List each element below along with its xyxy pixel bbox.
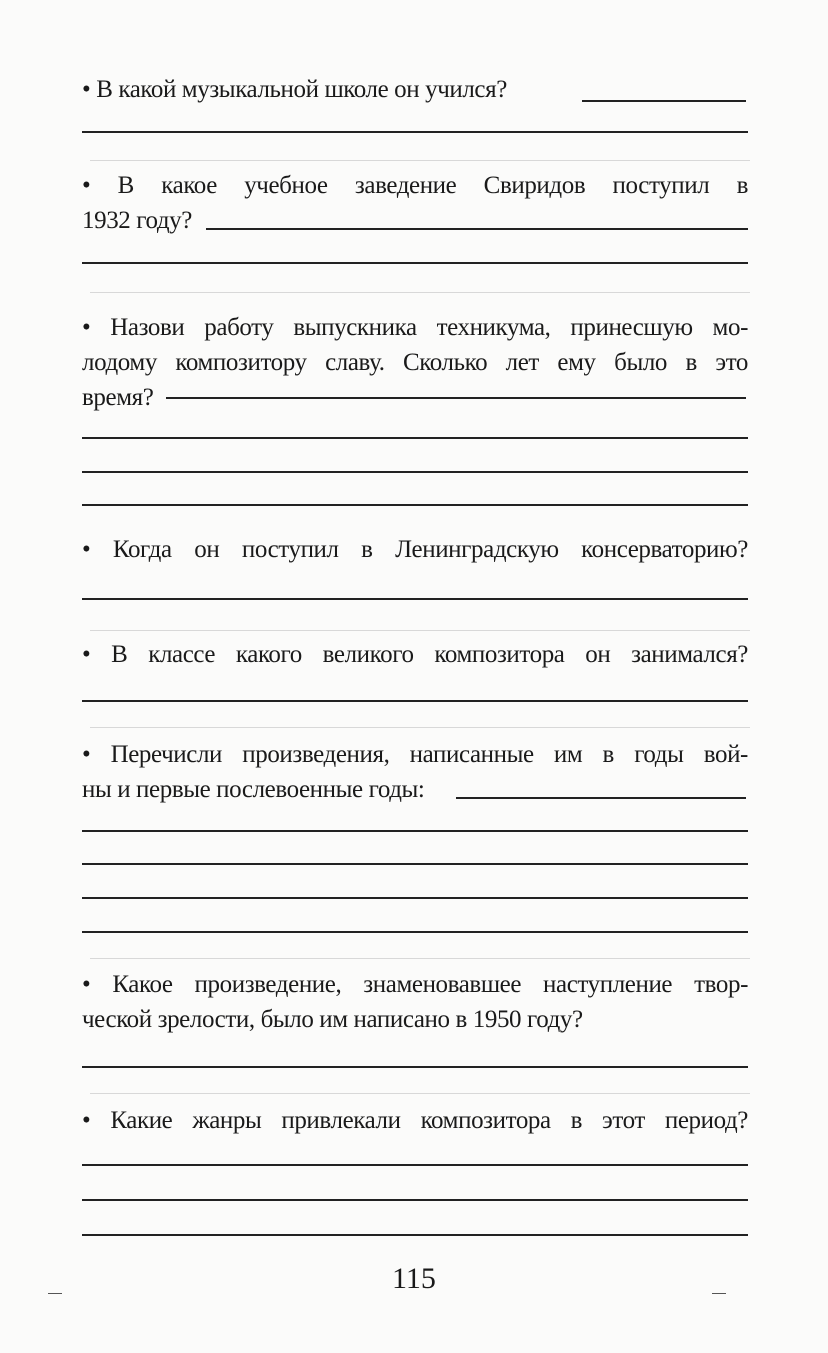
crop-mark bbox=[712, 1293, 726, 1294]
answer-line[interactable] bbox=[82, 931, 748, 933]
question-text: • Какое произведение, знаменовавшее наступление твор- bbox=[82, 971, 748, 998]
bleed-through-line bbox=[90, 630, 750, 631]
question-1 bbox=[82, 72, 582, 107]
answer-line[interactable] bbox=[82, 1199, 748, 1201]
answer-line[interactable] bbox=[82, 262, 748, 264]
page-number: 115 bbox=[392, 1262, 436, 1295]
question-text: ческой зрелости, было им написано в 1950 году? bbox=[82, 1006, 583, 1033]
answer-line[interactable] bbox=[82, 863, 748, 865]
question-5 bbox=[82, 637, 748, 672]
question-text: • Когда он поступил в Ленинградскую консерваторию? bbox=[82, 536, 748, 563]
answer-line[interactable] bbox=[456, 797, 746, 799]
answer-line[interactable] bbox=[82, 471, 748, 473]
answer-line[interactable] bbox=[82, 437, 748, 439]
bleed-through-line bbox=[90, 958, 750, 959]
answer-line[interactable] bbox=[82, 1066, 748, 1068]
question-text: ны и первые послевоенные годы: bbox=[82, 776, 425, 803]
question-text: • Назови работу выпускника техникума, принесшую мо- bbox=[82, 314, 748, 341]
question-8 bbox=[82, 1103, 748, 1138]
question-7 bbox=[82, 967, 748, 1037]
answer-line[interactable] bbox=[82, 830, 748, 832]
answer-line[interactable] bbox=[206, 228, 748, 230]
answer-line[interactable] bbox=[82, 504, 748, 506]
question-text: время? bbox=[82, 384, 154, 411]
question-text: • Перечисли произведения, написанные им в годы вой- bbox=[82, 741, 748, 768]
question-text: лодому композитору славу. Сколько лет ему было в это bbox=[82, 349, 748, 376]
answer-line[interactable] bbox=[82, 700, 748, 702]
answer-line[interactable] bbox=[166, 397, 746, 399]
answer-line[interactable] bbox=[82, 131, 748, 133]
bleed-through-line bbox=[90, 1093, 750, 1094]
question-3 bbox=[82, 310, 748, 415]
answer-line[interactable] bbox=[82, 1234, 748, 1236]
crop-mark bbox=[48, 1293, 62, 1294]
question-text: • В классе какого великого композитора он занимался? bbox=[82, 641, 748, 668]
bleed-through-line bbox=[90, 727, 750, 728]
question-text: 1932 году? bbox=[82, 207, 192, 234]
question-text: • В какое учебное заведение Свиридов поступил в bbox=[82, 172, 748, 199]
question-text: • Какие жанры привлекали композитора в этот период? bbox=[82, 1107, 748, 1134]
answer-line[interactable] bbox=[582, 100, 746, 102]
question-text: • В какой музыкальной школе он учился? bbox=[82, 76, 507, 103]
answer-line[interactable] bbox=[82, 1164, 748, 1166]
question-4 bbox=[82, 532, 748, 567]
answer-line[interactable] bbox=[82, 598, 748, 600]
bleed-through-line bbox=[90, 160, 750, 161]
bleed-through-line bbox=[90, 292, 750, 293]
answer-line[interactable] bbox=[82, 897, 748, 899]
